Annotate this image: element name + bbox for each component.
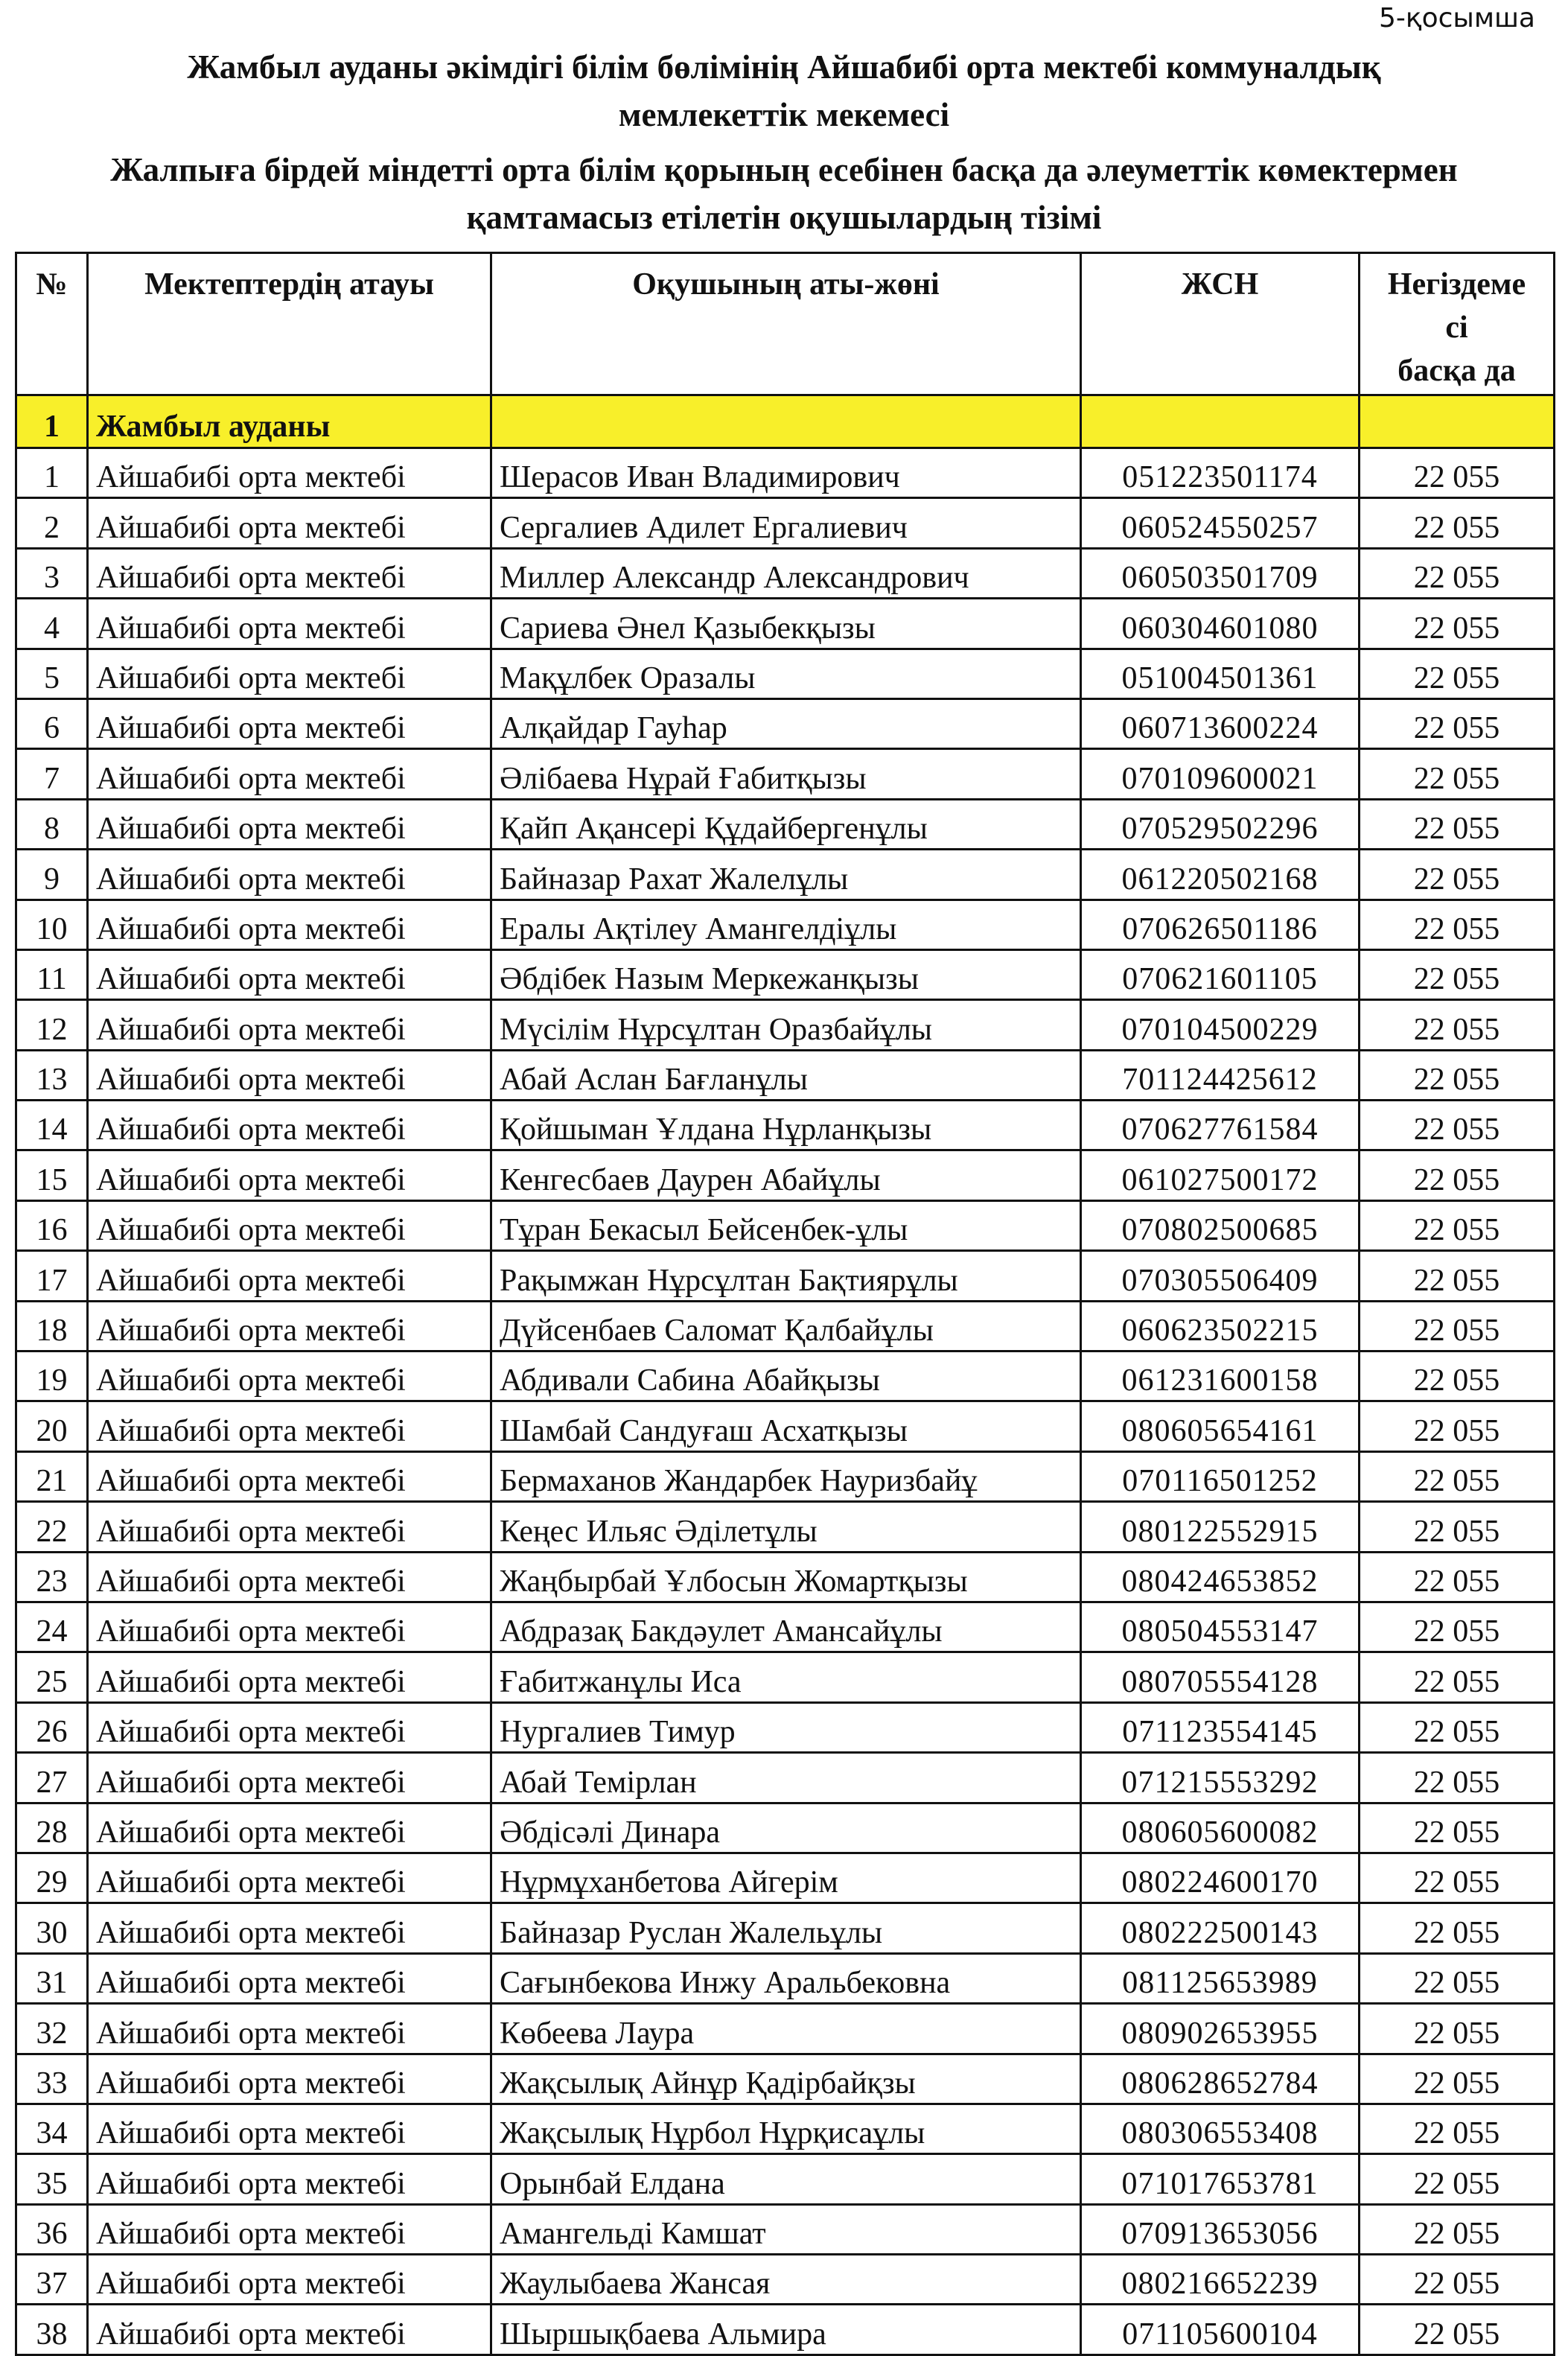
students-table <box>15 252 1555 2356</box>
cell-num: 32 <box>16 2004 88 2054</box>
cell-student-name: Қойшыман Ұлдана Нұрланқызы <box>491 1101 1081 1150</box>
table-row <box>16 1803 1555 1853</box>
cell-basis: 22 055 <box>1360 1251 1555 1301</box>
table-row <box>16 900 1555 949</box>
cell-student-name: Бермаханов Жандарбек Науризбайұ <box>491 1451 1081 1501</box>
cell-student-name: Жақсылық Айнұр Қадірбайқзы <box>491 2054 1081 2104</box>
table-row <box>16 850 1555 900</box>
cell-num: 33 <box>16 2054 88 2104</box>
cell-school: Айшабибі орта мектебі <box>88 1853 491 1903</box>
cell-basis: 22 055 <box>1360 1953 1555 2003</box>
cell-school: Айшабибі орта мектебі <box>88 850 491 900</box>
cell-basis: 22 055 <box>1360 548 1555 598</box>
cell-student-name: Шамбай Сандуғаш Асхатқызы <box>491 1401 1081 1451</box>
cell-num: 34 <box>16 2104 88 2153</box>
cell-iin: 070305506409 <box>1081 1251 1360 1301</box>
table-row <box>16 599 1555 649</box>
table-row <box>16 1251 1555 1301</box>
cell-student-name: Шыршықбаева Альмира <box>491 2305 1081 2355</box>
cell-basis: 22 055 <box>1360 1502 1555 1552</box>
cell-student-name: Қайп Ақансері Құдайбергенұлы <box>491 799 1081 849</box>
cell-num: 10 <box>16 900 88 949</box>
table-row <box>16 498 1555 548</box>
cell-basis: 22 055 <box>1360 698 1555 748</box>
cell-num: 25 <box>16 1652 88 1702</box>
cell-iin: 051004501361 <box>1081 649 1360 698</box>
cell-num: 12 <box>16 1000 88 1050</box>
cell-basis: 22 055 <box>1360 1000 1555 1050</box>
cell-num: 29 <box>16 1853 88 1903</box>
cell-school: Айшабибі орта мектебі <box>88 900 491 949</box>
cell-iin: 701124425612 <box>1081 1050 1360 1100</box>
cell-iin: 070104500229 <box>1081 1000 1360 1050</box>
table-row <box>16 1101 1555 1150</box>
cell-student-name: Абай Темірлан <box>491 1753 1081 1803</box>
cell-num: 30 <box>16 1903 88 1953</box>
cell-num: 18 <box>16 1301 88 1351</box>
cell-school: Айшабибі орта мектебі <box>88 1000 491 1050</box>
table-row <box>16 1150 1555 1200</box>
cell-school: Айшабибі орта мектебі <box>88 2104 491 2153</box>
cell-iin: 071017653781 <box>1081 2154 1360 2204</box>
table-row <box>16 1602 1555 1652</box>
cell-school: Айшабибі орта мектебі <box>88 1200 491 1250</box>
table-row <box>16 1301 1555 1351</box>
cell-student-name: Абай Аслан Бағланұлы <box>491 1050 1081 1100</box>
cell-iin: 080424653852 <box>1081 1552 1360 1602</box>
cell-basis: 22 055 <box>1360 949 1555 999</box>
table-row <box>16 2204 1555 2254</box>
cell-num: 5 <box>16 649 88 698</box>
cell-school: Айшабибі орта мектебі <box>88 1552 491 1602</box>
cell-iin: 071105600104 <box>1081 2305 1360 2355</box>
cell-student-name: Жаулыбаева Жансая <box>491 2255 1081 2305</box>
table-row <box>16 1903 1555 1953</box>
table-row <box>16 1853 1555 1903</box>
cell-basis: 22 055 <box>1360 1753 1555 1803</box>
cell-iin: 060524550257 <box>1081 498 1360 548</box>
cell-basis: 22 055 <box>1360 498 1555 548</box>
cell-school: Айшабибі орта мектебі <box>88 448 491 498</box>
cell-school: Айшабибі орта мектебі <box>88 1652 491 1702</box>
cell-iin: 070116501252 <box>1081 1451 1360 1501</box>
table-row <box>16 548 1555 598</box>
cell-school: Айшабибі орта мектебі <box>88 2004 491 2054</box>
cell-basis: 22 055 <box>1360 1451 1555 1501</box>
cell-iin: 070621601105 <box>1081 949 1360 999</box>
cell-iin: 080504553147 <box>1081 1602 1360 1652</box>
cell-num: 14 <box>16 1101 88 1150</box>
cell-school: Айшабибі орта мектебі <box>88 1050 491 1100</box>
cell-basis: 22 055 <box>1360 1652 1555 1702</box>
cell-iin: 060623502215 <box>1081 1301 1360 1351</box>
cell-basis: 22 055 <box>1360 1803 1555 1853</box>
cell-basis: 22 055 <box>1360 2255 1555 2305</box>
header-num: № <box>16 253 88 395</box>
cell-student-name: Жақсылық Нұрбол Нұрқисаұлы <box>491 2104 1081 2153</box>
cell-num: 17 <box>16 1251 88 1301</box>
cell-basis: 22 055 <box>1360 2004 1555 2054</box>
cell-school: Айшабибі орта мектебі <box>88 1803 491 1853</box>
cell-num: 4 <box>16 599 88 649</box>
table-row <box>16 749 1555 799</box>
cell-student-name: Миллер Александр Александрович <box>491 548 1081 598</box>
cell-iin: 080222500143 <box>1081 1903 1360 1953</box>
cell-school: Айшабибі орта мектебі <box>88 1903 491 1953</box>
table-row <box>16 2104 1555 2153</box>
title-line: мемлекеттік мекемесі <box>618 96 950 133</box>
table-row <box>16 1753 1555 1803</box>
cell-iin: 051223501174 <box>1081 448 1360 498</box>
cell-school: Айшабибі орта мектебі <box>88 2305 491 2355</box>
cell-school: Айшабибі орта мектебі <box>88 1301 491 1351</box>
cell-iin: 070802500685 <box>1081 1200 1360 1250</box>
cell-basis: 22 055 <box>1360 1552 1555 1602</box>
district-empty-cell <box>1360 395 1555 448</box>
cell-student-name: Абдразақ Бакдәулет Амансайұлы <box>491 1602 1081 1652</box>
cell-iin: 080605654161 <box>1081 1401 1360 1451</box>
district-empty-cell <box>491 395 1081 448</box>
table-row <box>16 1702 1555 1752</box>
table-row <box>16 1000 1555 1050</box>
table-row <box>16 949 1555 999</box>
cell-num: 7 <box>16 749 88 799</box>
title-line: Жамбыл ауданы әкімдігі білім бөлімінің Айшабибі орта мектебі коммуналдық <box>187 48 1381 86</box>
cell-student-name: Алқайдар Гауһар <box>491 698 1081 748</box>
table-row <box>16 1502 1555 1552</box>
cell-school: Айшабибі орта мектебі <box>88 949 491 999</box>
cell-school: Айшабибі орта мектебі <box>88 1150 491 1200</box>
cell-num: 37 <box>16 2255 88 2305</box>
table-row <box>16 1401 1555 1451</box>
cell-school: Айшабибі орта мектебі <box>88 1602 491 1652</box>
cell-num: 8 <box>16 799 88 849</box>
header-basis-line: басқа да <box>1398 354 1516 388</box>
cell-iin: 061231600158 <box>1081 1351 1360 1401</box>
cell-basis: 22 055 <box>1360 749 1555 799</box>
table-row <box>16 698 1555 748</box>
cell-student-name: Көбеева Лаура <box>491 2004 1081 2054</box>
cell-school: Айшабибі орта мектебі <box>88 799 491 849</box>
cell-student-name: Сариева Әнел Қазыбекқызы <box>491 599 1081 649</box>
cell-num: 6 <box>16 698 88 748</box>
cell-num: 3 <box>16 548 88 598</box>
cell-school: Айшабибі орта мектебі <box>88 649 491 698</box>
table-row <box>16 2154 1555 2204</box>
cell-school: Айшабибі орта мектебі <box>88 749 491 799</box>
cell-basis: 22 055 <box>1360 1602 1555 1652</box>
header-basis-line: Негіздеме <box>1387 267 1526 302</box>
cell-student-name: Шерасов Иван Владимирович <box>491 448 1081 498</box>
table-header-row <box>16 253 1555 395</box>
cell-student-name: Байназар Рахат Жалелұлы <box>491 850 1081 900</box>
cell-iin: 070109600021 <box>1081 749 1360 799</box>
cell-num: 28 <box>16 1803 88 1853</box>
cell-basis: 22 055 <box>1360 799 1555 849</box>
cell-school: Айшабибі орта мектебі <box>88 2054 491 2104</box>
cell-student-name: Байназар Руслан Жалельұлы <box>491 1903 1081 1953</box>
cell-iin: 070626501186 <box>1081 900 1360 949</box>
table-row <box>16 2305 1555 2355</box>
cell-basis: 22 055 <box>1360 1702 1555 1752</box>
cell-num: 21 <box>16 1451 88 1501</box>
cell-student-name: Орынбай Елдана <box>491 2154 1081 2204</box>
cell-student-name: Ералы Ақтілеу Амангелдіұлы <box>491 900 1081 949</box>
cell-student-name: Амангельді Камшат <box>491 2204 1081 2254</box>
cell-student-name: Кенгесбаев Даурен Абайұлы <box>491 1150 1081 1200</box>
cell-student-name: Мақұлбек Оразалы <box>491 649 1081 698</box>
cell-num: 9 <box>16 850 88 900</box>
header-basis <box>1360 253 1555 395</box>
table-row <box>16 1200 1555 1250</box>
cell-school: Айшабибі орта мектебі <box>88 498 491 548</box>
cell-school: Айшабибі орта мектебі <box>88 599 491 649</box>
table-row <box>16 1451 1555 1501</box>
cell-basis: 22 055 <box>1360 2104 1555 2153</box>
cell-iin: 080628652784 <box>1081 2054 1360 2104</box>
cell-num: 38 <box>16 2305 88 2355</box>
cell-basis: 22 055 <box>1360 2054 1555 2104</box>
cell-student-name: Әбдісәлі Динара <box>491 1803 1081 1853</box>
table-row <box>16 1050 1555 1100</box>
cell-basis: 22 055 <box>1360 2154 1555 2204</box>
cell-school: Айшабибі орта мектебі <box>88 2255 491 2305</box>
cell-iin: 080216652239 <box>1081 2255 1360 2305</box>
cell-school: Айшабибі орта мектебі <box>88 1251 491 1301</box>
cell-student-name: Ғабитжанұлы Иса <box>491 1652 1081 1702</box>
cell-school: Айшабибі орта мектебі <box>88 2154 491 2204</box>
cell-iin: 061220502168 <box>1081 850 1360 900</box>
district-num: 1 <box>16 395 88 448</box>
cell-student-name: Абдивали Сабина Абайқызы <box>491 1351 1081 1401</box>
cell-num: 35 <box>16 2154 88 2204</box>
table-row <box>16 1552 1555 1602</box>
table-row <box>16 448 1555 498</box>
cell-student-name: Әбдібек Назым Меркежанқызы <box>491 949 1081 999</box>
cell-iin: 070529502296 <box>1081 799 1360 849</box>
header-iin: ЖСН <box>1081 253 1360 395</box>
cell-basis: 22 055 <box>1360 1351 1555 1401</box>
table-row <box>16 1652 1555 1702</box>
cell-iin: 080122552915 <box>1081 1502 1360 1552</box>
cell-iin: 080902653955 <box>1081 2004 1360 2054</box>
cell-basis: 22 055 <box>1360 2204 1555 2254</box>
cell-num: 16 <box>16 1200 88 1250</box>
header-name: Оқушының аты-жөні <box>491 253 1081 395</box>
cell-iin: 060713600224 <box>1081 698 1360 748</box>
cell-iin: 070913653056 <box>1081 2204 1360 2254</box>
document-title <box>15 43 1553 139</box>
header-school: Мектептердің атауы <box>88 253 491 395</box>
table-row <box>16 799 1555 849</box>
subtitle-line: Жалпыға бірдей міндетті орта білім қорының есебінен басқа да әлеуметтік көмектермен <box>110 151 1458 188</box>
cell-num: 26 <box>16 1702 88 1752</box>
cell-num: 24 <box>16 1602 88 1652</box>
cell-basis: 22 055 <box>1360 2305 1555 2355</box>
table-row <box>16 2054 1555 2104</box>
cell-basis: 22 055 <box>1360 1401 1555 1451</box>
cell-school: Айшабибі орта мектебі <box>88 1753 491 1803</box>
cell-school: Айшабибі орта мектебі <box>88 1953 491 2003</box>
cell-school: Айшабибі орта мектебі <box>88 2204 491 2254</box>
cell-school: Айшабибі орта мектебі <box>88 1451 491 1501</box>
cell-num: 36 <box>16 2204 88 2254</box>
district-name: Жамбыл ауданы <box>88 395 491 448</box>
cell-school: Айшабибі орта мектебі <box>88 1502 491 1552</box>
cell-student-name: Мүсілім Нұрсұлтан Оразбайұлы <box>491 1000 1081 1050</box>
cell-basis: 22 055 <box>1360 1200 1555 1250</box>
district-empty-cell <box>1081 395 1360 448</box>
cell-school: Айшабибі орта мектебі <box>88 1702 491 1752</box>
cell-student-name: Сергалиев Адилет Ергалиевич <box>491 498 1081 548</box>
cell-num: 22 <box>16 1502 88 1552</box>
cell-iin: 080306553408 <box>1081 2104 1360 2153</box>
cell-student-name: Сағынбекова Инжу Аральбековна <box>491 1953 1081 2003</box>
cell-iin: 080605600082 <box>1081 1803 1360 1853</box>
cell-num: 1 <box>16 448 88 498</box>
cell-student-name: Нургалиев Тимур <box>491 1702 1081 1752</box>
cell-basis: 22 055 <box>1360 850 1555 900</box>
cell-iin: 060304601080 <box>1081 599 1360 649</box>
cell-num: 27 <box>16 1753 88 1803</box>
cell-num: 31 <box>16 1953 88 2003</box>
cell-student-name: Жаңбырбай Ұлбосын Жомартқызы <box>491 1552 1081 1602</box>
cell-school: Айшабибі орта мектебі <box>88 698 491 748</box>
cell-basis: 22 055 <box>1360 599 1555 649</box>
cell-school: Айшабибі орта мектебі <box>88 1401 491 1451</box>
cell-school: Айшабибі орта мектебі <box>88 1101 491 1150</box>
subtitle-line: қамтамасыз етілетін оқушылардың тізімі <box>466 199 1102 236</box>
cell-student-name: Дүйсенбаев Саломат Қалбайұлы <box>491 1301 1081 1351</box>
table-row <box>16 1953 1555 2003</box>
cell-student-name: Тұран Бекасыл Бейсенбек-ұлы <box>491 1200 1081 1250</box>
cell-num: 23 <box>16 1552 88 1602</box>
cell-num: 19 <box>16 1351 88 1401</box>
cell-iin: 081125653989 <box>1081 1953 1360 2003</box>
cell-basis: 22 055 <box>1360 1903 1555 1953</box>
document-subtitle <box>15 146 1553 241</box>
table-row <box>16 649 1555 698</box>
cell-basis: 22 055 <box>1360 1050 1555 1100</box>
cell-student-name: Кеңес Ильяс Әділетұлы <box>491 1502 1081 1552</box>
cell-school: Айшабибі орта мектебі <box>88 1351 491 1401</box>
cell-iin: 080224600170 <box>1081 1853 1360 1903</box>
cell-basis: 22 055 <box>1360 649 1555 698</box>
cell-iin: 070627761584 <box>1081 1101 1360 1150</box>
cell-iin: 061027500172 <box>1081 1150 1360 1200</box>
cell-num: 11 <box>16 949 88 999</box>
cell-basis: 22 055 <box>1360 900 1555 949</box>
cell-iin: 060503501709 <box>1081 548 1360 598</box>
annex-label: 5-қосымша <box>1378 3 1535 34</box>
district-row <box>16 395 1555 448</box>
cell-num: 2 <box>16 498 88 548</box>
cell-student-name: Рақымжан Нұрсұлтан Бақтиярұлы <box>491 1251 1081 1301</box>
table-row <box>16 2255 1555 2305</box>
header-basis-line: сі <box>1445 311 1468 345</box>
cell-basis: 22 055 <box>1360 1853 1555 1903</box>
cell-student-name: Әлібаева Нұрай Ғабитқызы <box>491 749 1081 799</box>
cell-iin: 080705554128 <box>1081 1652 1360 1702</box>
cell-basis: 22 055 <box>1360 1150 1555 1200</box>
table-row <box>16 2004 1555 2054</box>
cell-school: Айшабибі орта мектебі <box>88 548 491 598</box>
cell-iin: 071123554145 <box>1081 1702 1360 1752</box>
cell-student-name: Нұрмұханбетова Айгерім <box>491 1853 1081 1903</box>
cell-basis: 22 055 <box>1360 1301 1555 1351</box>
cell-num: 20 <box>16 1401 88 1451</box>
cell-basis: 22 055 <box>1360 1101 1555 1150</box>
cell-num: 15 <box>16 1150 88 1200</box>
cell-iin: 071215553292 <box>1081 1753 1360 1803</box>
cell-num: 13 <box>16 1050 88 1100</box>
cell-basis: 22 055 <box>1360 448 1555 498</box>
table-row <box>16 1351 1555 1401</box>
